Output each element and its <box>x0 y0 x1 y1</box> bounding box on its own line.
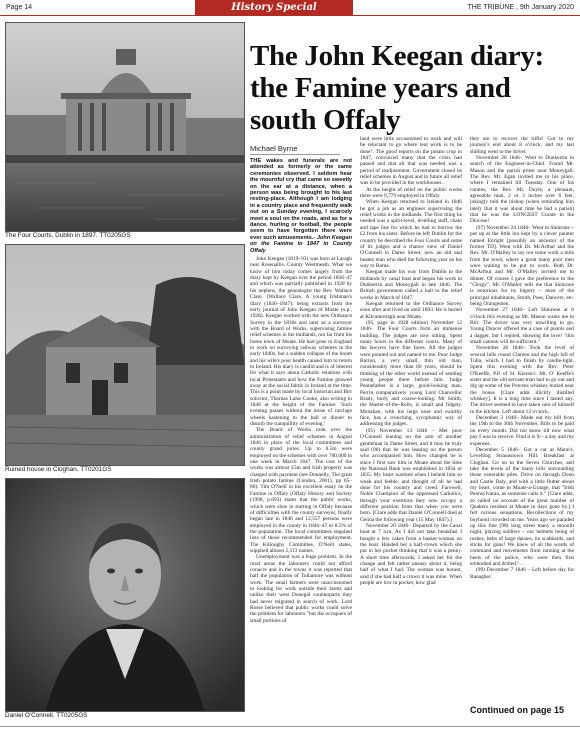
page-number: Page 14 <box>6 4 33 11</box>
paragraph: The Board of Works took over the administration of relief schemes in August 1846 in place of the local committees and county grand juries. Up to 0.5m were employed on the schemes with over 700,000 in one week in March 1847. The cost of the works was almost £5m and Irish property was charged with payment (see Donnelly, The great Irish potato famine (London, 2001), pp 65–80). Tim O'Neill in his excellent essay on the Famine in Offaly (Offaly History and Society (1998, p.693) states that the public works, which were slow in starting in Offaly because of difficulties with the county surveyor, finally began late in 1846 and 12,557 persons were employed in the county in 1846–47 or 8.5% of the population. The local committees supplied lists of those recommended for employment. The Killoughy Committee, O'Neill states, supplied almost 2,313 names. <box>250 427 352 554</box>
lead-source: John Keegan on the Famine in 1847 in County Offaly <box>250 234 353 254</box>
paragraph: December 5 1846– Got a car at Mann's. Levelling Straunstown Hill. Breakfast at Cloghan. Go on to the Seven Churches, and take the levels of the many hills surrounding those venerable piles. Drive on through Doon and Castle Daly, and with a little flutter about my heart, come to Moate-a-Grange, that "Irish Pennsylvania, as someone calls it." [Clare adds, so called on account of the great number of Quakers resident at Moate in days gone by.] I felt curious sensations. Recollections of my boyhood crowded on me. Years ago we paraded up this fine (98) long street many a moonlit night, playing soldiers – our helmets being of rushes, belts of large daisies, tin scabbards, and sticks for guns! We knew of all the words of command and movements from running at the heels of the police, who were then first embodied and drilled.! . . <box>470 446 574 568</box>
paragraph: land were little accustomed to work and will be reluctant to go where real work is to be done". The good reports on the potato crop in 1847, convinced many that the crisis had passed and that all that was needed was a period of readjustment. Government closed its relief schemes in August and in future all relief was to be provided in the workhouses. . <box>360 136 462 187</box>
ruined-house-photo <box>5 244 245 466</box>
lead-text: THE wakes and funerals are not attended as formerly or the same ceremonies observed. I seldom hear the mournful cry that came so sweetly on the ear at a distance, when a person was being brought to his last resting-place. Although I am lodging in a country place and frequently walk out on a Sunday evening, I scarcely meet a soul on the roads, and as for a dance, hurling or football, the people seem to have forgotten there were ever such amusements.- <box>250 158 352 241</box>
photo-caption: Ruined house in Cloghan. TT0201GS <box>5 466 112 473</box>
paragraph: (95, page in 1928 edition) November 12 1846– The Four Courts form an immense building. The judges are now sitting. Spent many hours in the different courts. Many of the lawyers have fine faces. All the judges were pointed out and named to me. Poor Judge Burton, a very small, thin old man, considerably more than 80 years, should be thinking of the other world instead of sending young people there before him. Judge Pennefather is a large, good-looking man. Perrin comparatively young Lord Chancellor Brady, burly and coarse-looking. Mr Smith, the Master-of-the-Rolls, is small and fidgety. Monahan, with his large nose and swarthy face, has a crouching, sycophantic way of addressing the judges. <box>360 319 462 428</box>
byline: Michael Byrne <box>250 144 340 155</box>
paragraph: December 3 1846– Made out my bill from the 19th to the 30th November. Bills to be paid on every month. Did not know till now what pay I was to receive. Find it is 9/– a day and my expenses. <box>470 415 574 447</box>
footer-rule <box>0 726 580 727</box>
paragraph: When Keegan returned to Ireland in 1846 he got a job as an engineer supervising the relief works in the midlands. The first thing he needed was a spirit-level, levelling staff, chain and tape line for which he had to borrow the £2 from his sister. Before he left Dublin for the country he described the Four Courts and some of its judges and a chance view of Daniel O'Connell in Dame Street, now an old and beaten man who died the following year on his way to Rome. <box>360 199 462 269</box>
photo-caption: Daniel O'Connell. TT0205GS <box>5 712 88 719</box>
paragraph: John Keegan (1819–93) was born at Laragh near Rosenallis, County Westmeath. What we know of him today comes largely from the diary kept by Keegan over the period 1836–47 and which was partially published in 1928 by his nephew, the genealogist the Rev. Wallace Clare. (Wallace Clare, A young Irishman's diary (1836–1847): being extracts from the early journal of John Keegan of Moate (n.p., 1928). Keegan worked with the new Ordnance Survey in the 1830s and later as a surveyor with the Board of Works, supervising famine relief schemes in the midlands, not far from his home town of Moate. He had gone to England to work on surveying railway schemes in the early 1840s, but a sudden collapse of the boom and his wife's poor health caused him to return to Ireland. His diary is candid and is of interest for what it says about Catholic relations with local Protestants and how the Famine gnawed away at the social fabric in Ireland at the time. This is a point made by local historian and Birr solicitor, Thomas Lalor Cooke, also writing in 1846 at the height of the Famine: 'Such evening passes without the noise of carriage wheels hastening to the ball or dinner to disturb the tranquillity of evening.' <box>250 256 352 428</box>
header-rule <box>0 15 580 16</box>
paragraph: (95) November 13 1846 – Met poor O'Connell leaning on the arm of another gentleman in Dame Street, and it may be truly said (96) that he was leaning on the person who accompanied him. How changed he is since I first saw him in Moate about the time the National Bank was established in 1834 or 1835. My heart warmed when I beheld him so weak and feeble, and thought of all he had done for his country and creed. Farewell, Noble Champion of the oppressed Catholics, through your exertions they now occupy a different position from that when you were born. [Clare adds that Daniel O'Connell died at Genoa the following year (15 May 1847).] <box>360 427 462 523</box>
paragraph: November 20 1846– Departed by the Canal boat at 7 a.m. As I did not take breakfast I bought a few cakes from a basket-woman on the boat. Handed her a half-crown which she put in her pocket thinking that it was a penny. A short time afterwards, I asked her for the change and felt rather uneasy about it, being half of what I had. The woman was honest, said if she had half a crown it was mine. When people are low in pocket, how glad <box>360 522 462 587</box>
oconnell-portrait <box>5 478 245 712</box>
paragraph: Keegan made his way from Dublin to the midlands by canal boat and began his work in Dunkerrin and Moneygall in late 1846. The British government called a halt to the relief works in March of 1847. <box>360 269 462 301</box>
paragraph: Unemployment was a huge problem. In the rural areas the labourers could not afford conacre and in the towns it was reported that half the population of Tullamore was without work. The small farmers were unaccustomed to looking for work outside their farms and unlike their west Donegal counterparts they had never migrated in search of work. Lord Rosse believed that public works could solve the problem for labourers "but the occupiers of small portions of <box>250 554 352 624</box>
paragraph: At the height of relief on the public works there were 9,779 employed in Offaly. <box>360 186 462 200</box>
paragraph: November 20 1846– Went to Dunkerrin in search of the Engineer-in-Chief. Found Mr. Mason and the parish priest near Moneygall. The Rev. Mr. Egan invited me to his place, where I remained till Tuesday. One of his curates, the Rev. Mr. Doyle, a pleasant, agreeable man, 2 or 3 inches over 6 feet, jokingly told the bishop (when reminding him lately that it was about time he had a parish) that he was the LONGEST Curate in the Diocese! <box>470 155 574 225</box>
article-column-2 <box>360 136 462 586</box>
paper-date: THE TRIBUNE , 9th January 2020 <box>467 4 574 11</box>
paragraph: Keegan returned to the Ordnance Survey soon after and lived on until 1893. He is buried at Kilcumreragh near Moate. <box>360 300 462 320</box>
continued-link[interactable]: Continued on page 15 <box>470 705 565 715</box>
article-lead <box>250 158 352 254</box>
section-tab: History Special <box>195 0 353 15</box>
article-column-1 <box>250 158 352 624</box>
paragraph: November 27 1846– Left Shinrone at 8 o'clock this evening as Mr. Mason wants me in Birr. The driver was very unwilling to go. Young Duncer offered me a case of pistols and a dagger, but I replied, showing the love! "this small cannon will be sufficient." <box>470 307 574 345</box>
paragraph: (97) November 24 1846– Went to Shinrone – put up at the little inn kept by a clever painter named Enright [possibly an ancestor of the former TD]. Went with Dr. McArthur and the Rev. Mr. O'Malley to lay out some work a mile from the town, where a great many poor men were waiting to be put to work. Both Dr. McArthur and Mr. O'Malley invited me to dinner. Of course I gave the preference to the "Clergy". Mr. O'Malley tells me that Shinrone is notorious for its bigotry – most of the principal inhabitants, Smith, Poes, Dancers, etc. being Orangemen. <box>470 224 574 307</box>
paragraph: (99) December 7 1846 – Left before day for Banagher. <box>470 567 574 580</box>
article-column-3 <box>470 136 574 580</box>
paragraph: November 28 1846– Took the level of several hills round Clareen and the high hill of Tulla, which I had to finish by candle-light. Spent this evening with the Rev. Peter O'Keeffe, P.P. of St. Kieran's. Mr. O' Keeffe's sister and the old servant-man had to go out and dig up some of the Potcens whiskey buried near the house [Clare adds illicitly distilled whiskey]. It is a long time since I tasted any. The driver seemed to have taken care of himself in the kitchen. Left about 12 o'clock. <box>470 345 574 415</box>
photo-caption: The Four Courts, Dublin in 1897. TT0205GS <box>5 232 131 239</box>
article-headline: The John Keegan diary: the Famine years and south Offaly <box>250 40 544 136</box>
paragraph: they are to recover the trifle! Got to my journey's end about 8 o'clock, and my last shilling went to the driver. <box>470 136 574 155</box>
four-courts-photo <box>5 22 245 232</box>
